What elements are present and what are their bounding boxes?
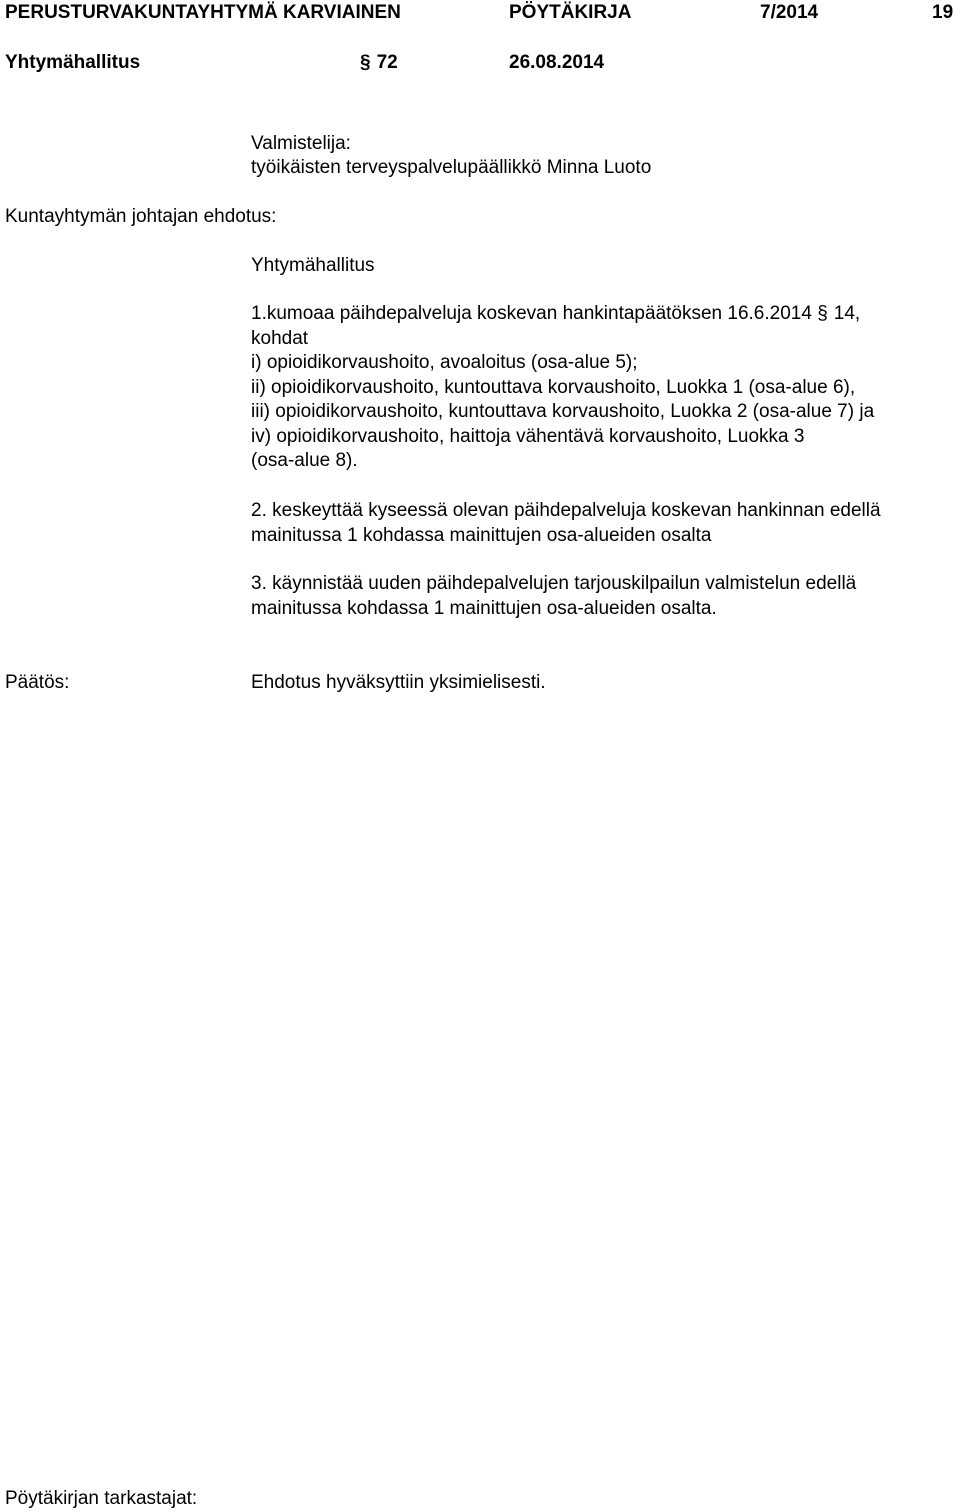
preparer-label: Valmistelija:: [251, 133, 351, 154]
page-number: 19: [932, 2, 954, 23]
item-1-line: i) opioidikorvaushoito, avoaloitus (osa-alue 5);: [251, 352, 638, 373]
item-2-line: 2. keskeyttää kyseessä olevan päihdepalveluja koskevan hankinnan edellä: [251, 500, 881, 521]
proposal-item-1: [251, 302, 956, 474]
proposal-item-2: [251, 499, 956, 548]
organization-name: PERUSTURVAKUNTAYHTYMÄ KARVIAINEN: [5, 2, 401, 23]
section-symbol: §: [817, 303, 828, 324]
decision-label: Päätös:: [5, 672, 70, 693]
proposal-label: Kuntayhtymän johtajan ehdotus:: [5, 206, 277, 227]
item-1-line: iv) opioidikorvaushoito, haittoja vähentävä korvaushoito, Luokka 3: [251, 425, 805, 447]
issue-number: 7/2014: [760, 2, 819, 23]
proposal-item-3: [251, 572, 956, 621]
item-1-line: ii) opioidikorvaushoito, kuntouttava korvaushoito, Luokka 1 (osa-alue 6),: [251, 376, 856, 398]
item-1-first-line: 1.kumoaa päihdepalveluja koskevan hankintapäätöksen 16.6.2014 § 14,: [251, 302, 956, 327]
item-1-line: (osa-alue 8).: [251, 450, 358, 471]
meeting-date: 26.08.2014: [509, 52, 605, 73]
section-symbol: §: [360, 52, 371, 73]
item-1-line: iii) opioidikorvaushoito, kuntouttava korvaushoito, Luokka 2 (osa-alue 7) ja: [251, 401, 875, 422]
document-type: PÖYTÄKIRJA: [509, 2, 632, 23]
item-2-line: mainitussa 1 kohdassa mainittujen osa-alueiden osalta: [251, 524, 712, 546]
minutes-reviewers-label: Pöytäkirjan tarkastajat:: [5, 1488, 198, 1509]
preparer-name: työikäisten terveyspalvelupäällikkö Minna Luoto: [251, 157, 652, 178]
item-3-line: mainitussa kohdassa 1 mainittujen osa-alueiden osalta.: [251, 597, 717, 619]
governing-body: Yhtymähallitus: [5, 52, 141, 73]
proposal-addressee: Yhtymähallitus: [251, 255, 375, 276]
item-1-line: kohdat: [251, 327, 309, 349]
section-number: 72: [376, 52, 398, 73]
section-reference: [360, 51, 398, 75]
item-3-line: 3. käynnistää uuden päihdepalvelujen tarjouskilpailun valmistelun edellä: [251, 573, 857, 594]
decision-text: Ehdotus hyväksyttiin yksimielisesti.: [251, 672, 546, 693]
